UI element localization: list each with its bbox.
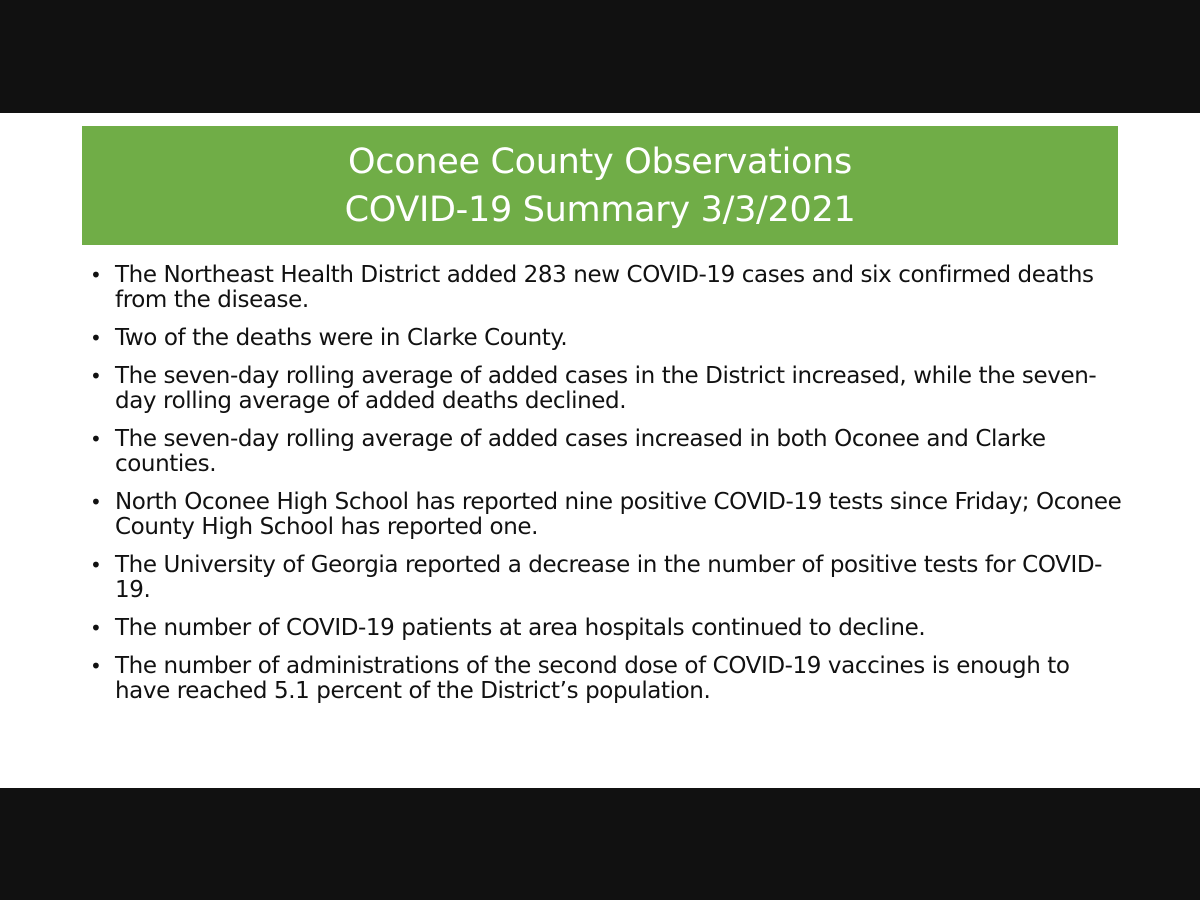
bullet-icon: • [90,553,102,577]
slide-title-line-2: COVID-19 Summary 3/3/2021 [344,189,856,230]
bullet-item [90,654,1130,704]
title-banner [82,126,1118,245]
bullet-item [90,490,1130,540]
bullet-text: North Oconee High School has reported nine positive COVID-19 tests since Friday; Oconee County High School has reported one. [115,489,1122,540]
bullet-icon: • [90,364,102,388]
bullet-icon: • [90,616,102,640]
bullet-text: The seven-day rolling average of added cases in the District increased, while the seven-day rolling average of added deaths declined. [115,363,1097,414]
slide [0,113,1200,788]
bullet-list [90,263,1130,717]
bullet-icon: • [90,654,102,678]
bullet-icon: • [90,326,102,350]
bullet-item [90,427,1130,477]
bullet-item [90,553,1130,603]
bullet-text: The number of administrations of the second dose of COVID-19 vaccines is enough to have reached 5.1 percent of the District’s population. [115,653,1070,704]
bullet-item [90,616,1130,641]
bullet-text: The University of Georgia reported a decrease in the number of positive tests for COVID-19. [115,552,1103,603]
bullet-item [90,263,1130,313]
bullet-item [90,326,1130,351]
bullet-icon: • [90,490,102,514]
bullet-icon: • [90,427,102,451]
bullet-text: Two of the deaths were in Clarke County. [115,325,568,351]
bullet-icon: • [90,263,102,287]
slide-title-line-1: Oconee County Observations [348,141,852,182]
bullet-text: The Northeast Health District added 283 new COVID-19 cases and six confirmed deaths from the disease. [115,262,1094,313]
bullet-text: The number of COVID-19 patients at area hospitals continued to decline. [115,615,926,641]
bullet-text: The seven-day rolling average of added cases increased in both Oconee and Clarke counties. [115,426,1046,477]
bullet-item [90,364,1130,414]
